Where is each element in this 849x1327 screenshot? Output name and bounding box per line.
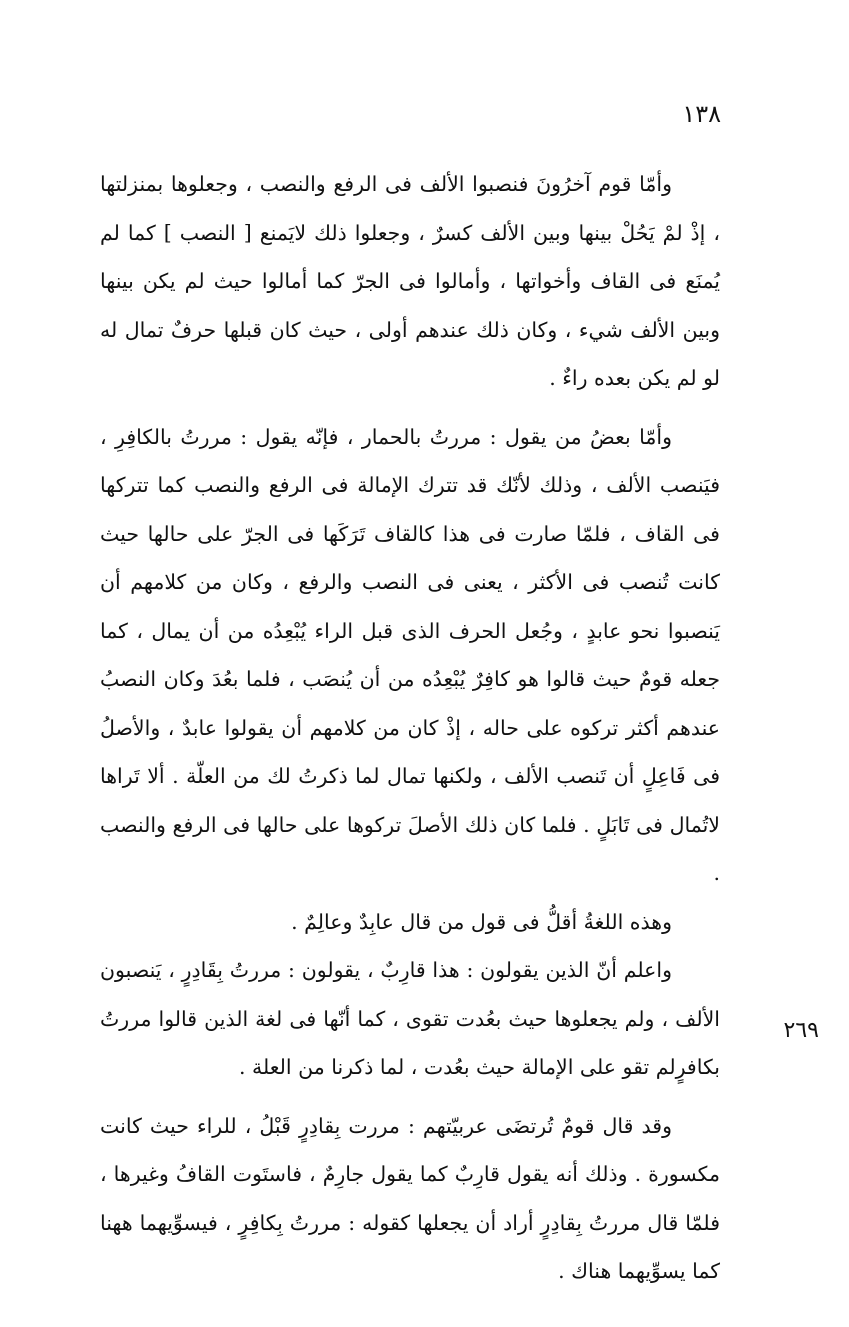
paragraph-5: وقد قال قومٌ تُرتضَى عربيّتهم : مررت بِقادِرٍ قَبْلُ ، للراء حيث كانت مكسورة . وذلك أنه يقول قارِبٌ كما يقول جارِمٌ ، فاستَوت القافُ وغيرها ، فلمّا قال مررتُ بِقادِرٍ أراد أن يجعلها كقوله : مررتُ بِكافِرٍ ، فيسوِّيهما ههنا كما يسوِّيهما هناك . [100, 1113, 720, 1283]
paragraph-4: واعلم أنّ الذين يقولون : هذا قارِبٌ ، يقولون : مررتُ بِقَادِرٍ ، يَنصبون الألف ، ولم يجعلوها حيث بعُدت تقوى ، كما أنّها فى لغة الذين قالوا مررتُ بكافرٍلم تقو على الإمالة حيث بعُدت ، لما ذكرنا من العلة . [100, 958, 720, 1079]
paragraph-2: وأمّا بعضُ من يقول : مررتُ بالحمار ، فإنّه يقول : مررتُ بالكافِرِ ، فيَنصب الألف ، وذلك لأنّك قد تترك الإمالة فى الرفع والنصب كما تتركها فى القاف ، فلمّا صارت فى هذا كالقاف تَرَكَها فى الجرّ على حالها حيث كانت تُنصب فى الأكثر ، يعنى فى النصب والرفع ، وكان من كلامهم أن يَنصبوا نحو عابدٍ ، وجُعل الحرف الذى قبل الراء يُبْعِدُه من أن يمال ، كما جعله قومٌ حيث قالوا هو كافِرٌ يُبْعِدُه من أن يُنصَب ، فلما بعُدَ وكان النصبُ عندهم أكثر تركوه على حاله ، إذْ كان من كلامهم أن يقولوا عابدٌ ، والأصلُ فى فَاعِلٍ أن تَنصب الألف ، ولكنها تمال لما ذكرتُ لك من العلّة . ألا تَراها لاتُمال فى تَابَلٍ . فلما كان ذلك الأصلَ تركوها على حالها فى الرفع والنصب . [100, 424, 720, 885]
page-number: ١٣٨ [682, 100, 721, 128]
margin-reference-number: ٢٦٩ [783, 1018, 819, 1043]
paragraph-1: وأمّا قوم آخرُونَ فنصبوا الألف فى الرفع والنصب ، وجعلوها بمنزلتها ، إذْ لمْ يَحُلْ بينها وبين الألف كسرٌ ، وجعلوا ذلك لايَمنع [ النصب ] كما لم يُمنَع فى القاف وأخواتها ، وأمالوا فى الجرّ كما أمالوا حيث لم يكن بينها وبين الألف شيء ، وكان ذلك عندهم أولى ، حيث كان قبلها حرفٌ تمال له لو لم يكن بعده راءٌ . [100, 172, 720, 390]
paragraph-3: وهذه اللغةُ أقلُّ فى قول من قال عابِدٌ وعالِمٌ . [291, 909, 672, 934]
body-text [100, 160, 720, 1296]
